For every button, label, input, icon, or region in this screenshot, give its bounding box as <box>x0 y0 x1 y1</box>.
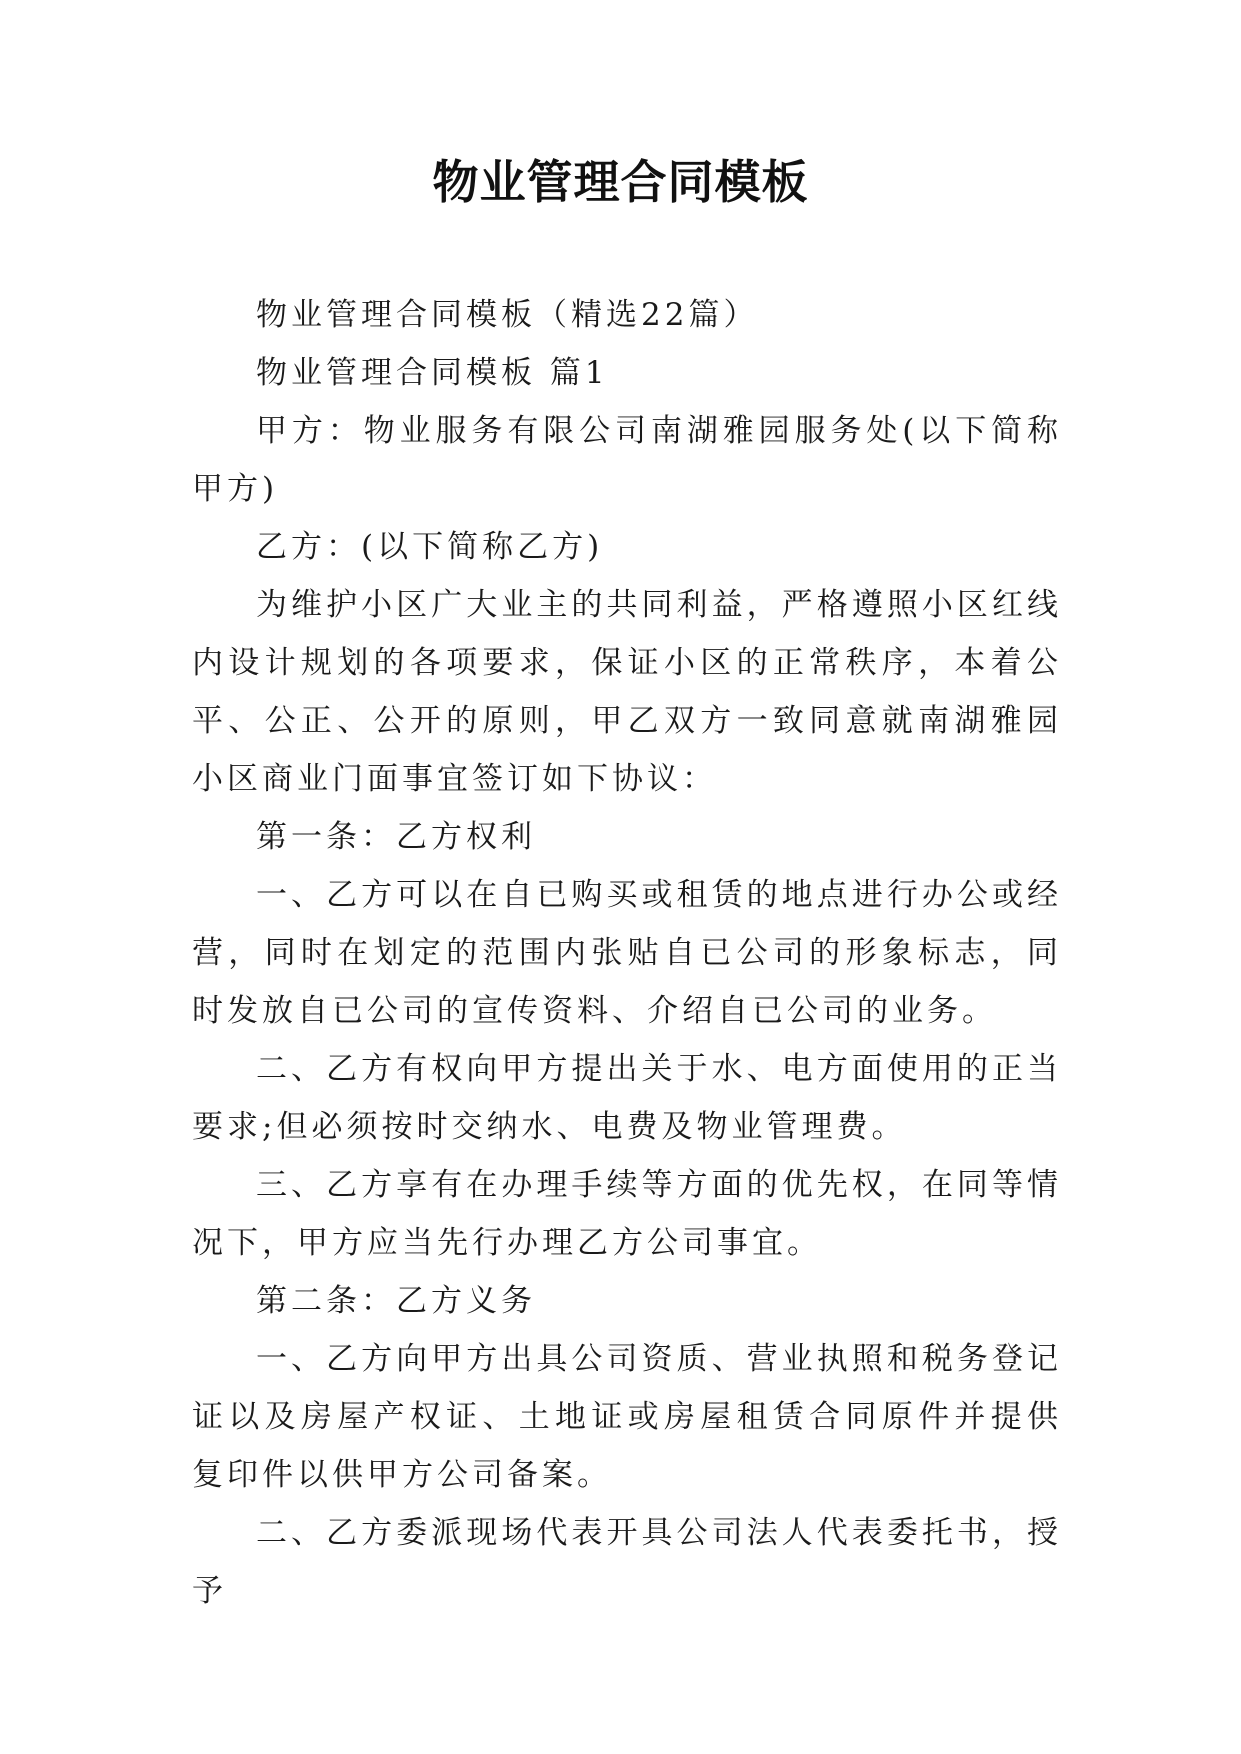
party-a-paragraph: 甲方：物业服务有限公司南湖雅园服务处(以下简称甲方) <box>192 413 1062 507</box>
article-heading: 第二条：乙方义务 <box>256 1283 536 1319</box>
section-heading: 物业管理合同模板 篇1 <box>256 355 609 391</box>
party-b-paragraph: 乙方：(以下简称乙方) <box>256 529 604 565</box>
clause-paragraph: 三、乙方享有在办理手续等方面的优先权，在同等情况下，甲方应当先行办理乙方公司事宜。 <box>192 1167 1062 1261</box>
document-title: 物业管理合同模板 <box>432 155 809 209</box>
clause-paragraph: 二、乙方有权向甲方提出关于水、电方面使用的正当要求;但必须按时交纳水、电费及物业管理费。 <box>192 1051 1062 1145</box>
article-heading: 第一条：乙方权利 <box>256 819 536 855</box>
document-body <box>192 286 1062 1620</box>
clause-paragraph: 二、乙方委派现场代表开具公司法人代表委托书，授予 <box>192 1515 1062 1609</box>
clause-paragraph: 一、乙方向甲方出具公司资质、营业执照和税务登记证以及房屋产权证、土地证或房屋租赁合同原件并提供复印件以供甲方公司备案。 <box>192 1341 1062 1493</box>
subtitle-paragraph: 物业管理合同模板（精选22篇） <box>256 297 759 333</box>
preamble-paragraph: 为维护小区广大业主的共同利益，严格遵照小区红线内设计规划的各项要求，保证小区的正常秩序，本着公平、公正、公开的原则，甲乙双方一致同意就南湖雅园小区商业门面事宜签订如下协议： <box>192 587 1062 797</box>
clause-paragraph: 一、乙方可以在自已购买或租赁的地点进行办公或经营，同时在划定的范围内张贴自已公司的形象标志，同时发放自已公司的宣传资料、介绍自已公司的业务。 <box>192 877 1062 1029</box>
